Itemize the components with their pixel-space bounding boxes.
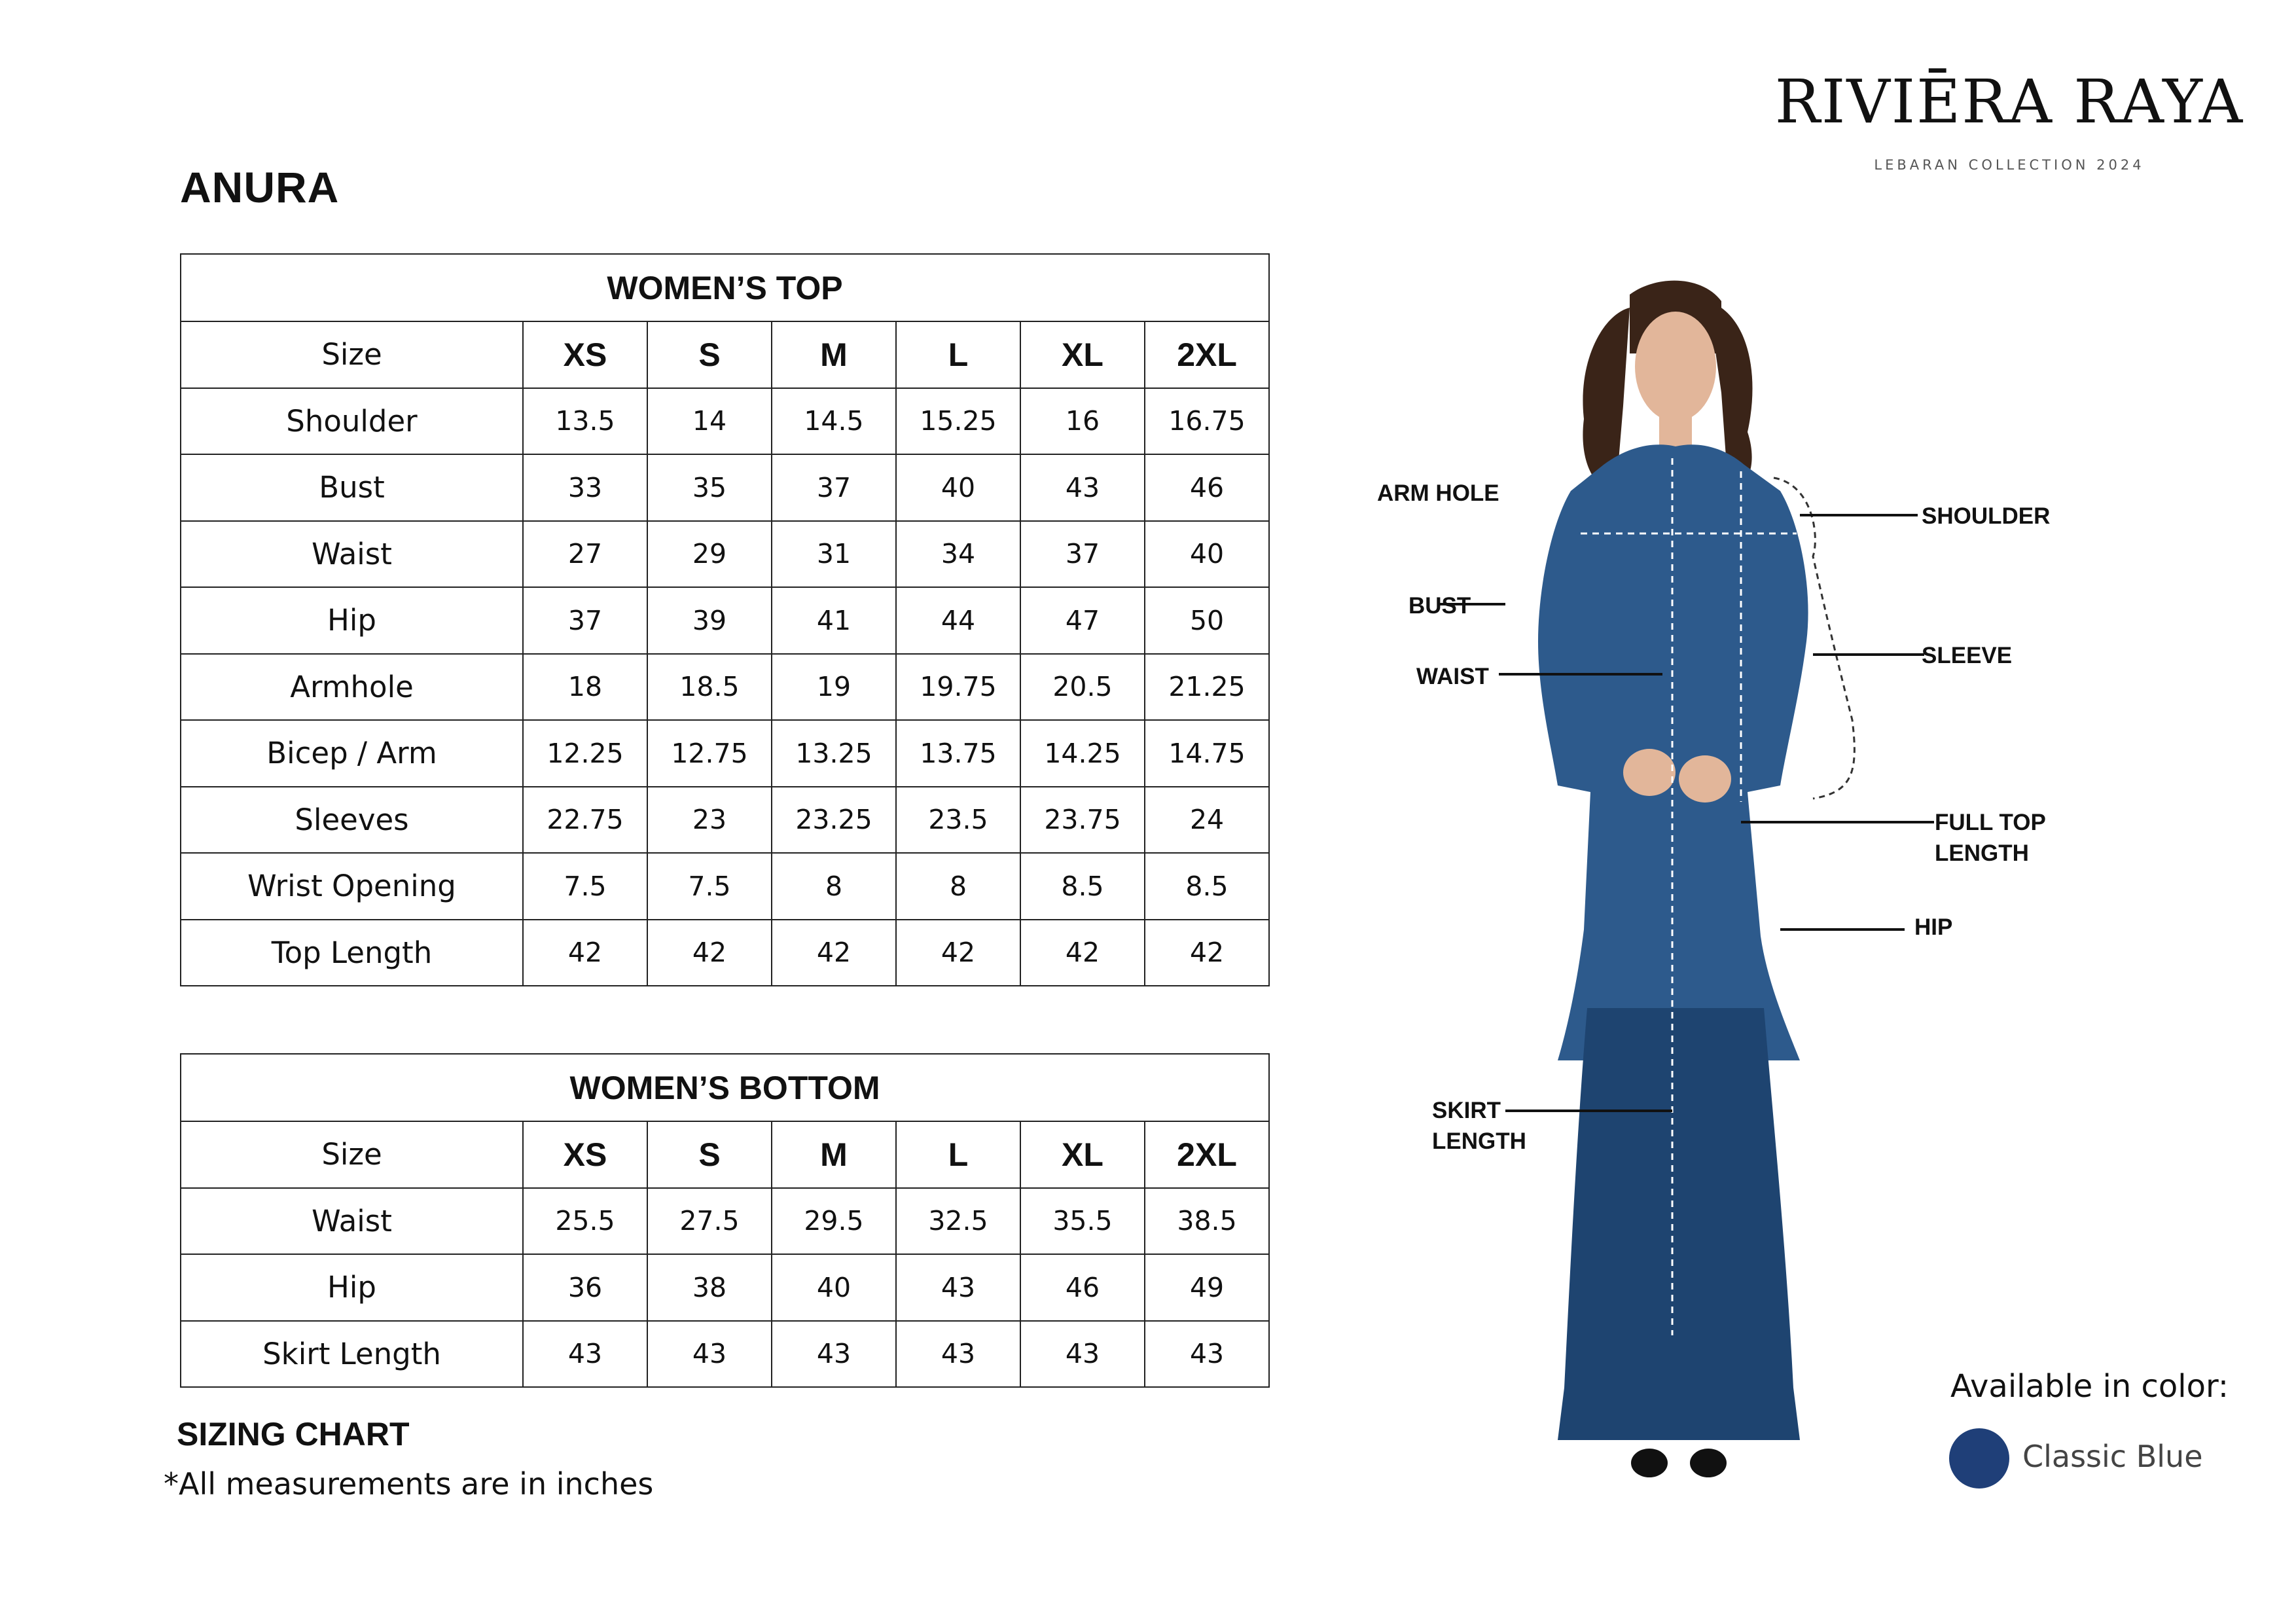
measurement-value: 38.5 <box>1145 1188 1269 1255</box>
measurement-value: 8 <box>896 853 1020 920</box>
measurement-value: 47 <box>1020 587 1145 654</box>
size-header-cell: 2XL <box>1145 321 1269 388</box>
size-header-cell: M <box>772 1121 896 1188</box>
skirt-length-line1: SKIRT <box>1432 1098 1501 1123</box>
hand-shape <box>1623 749 1676 796</box>
full-top-line2: LENGTH <box>1935 840 2029 867</box>
measurement-value: 13.5 <box>523 388 647 455</box>
womens-bottom-table <box>180 1053 1270 1388</box>
measurement-value: 37 <box>523 587 647 654</box>
measurement-value: 43 <box>1145 1321 1269 1388</box>
table-row <box>181 454 1269 521</box>
measurement-value: 49 <box>1145 1254 1269 1321</box>
size-header-cell: XL <box>1020 1121 1145 1188</box>
table-title: WOMEN’S TOP <box>181 254 1269 321</box>
size-header-cell: XS <box>523 1121 647 1188</box>
measurement-value: 40 <box>896 454 1020 521</box>
measurement-label: Top Length <box>181 920 523 986</box>
measurement-value: 43 <box>1020 454 1145 521</box>
size-header-row <box>181 321 1269 388</box>
womens-top-table <box>180 253 1270 986</box>
color-swatch-classic-blue[interactable] <box>1949 1428 2009 1489</box>
arm-hole-label: ARM HOLE <box>1377 480 1499 506</box>
measurement-label: Hip <box>181 1254 523 1321</box>
measurement-label: Shoulder <box>181 388 523 455</box>
measurement-label: Wrist Opening <box>181 853 523 920</box>
measurement-value: 27.5 <box>647 1188 772 1255</box>
measurement-value: 14.75 <box>1145 720 1269 787</box>
measurement-value: 14.25 <box>1020 720 1145 787</box>
measurement-label: Waist <box>181 1188 523 1255</box>
size-label: Size <box>181 321 523 388</box>
hand-shape <box>1679 755 1731 803</box>
measurement-value: 16.75 <box>1145 388 1269 455</box>
measurement-label: Armhole <box>181 654 523 721</box>
measurement-label: Bust <box>181 454 523 521</box>
measurement-value: 46 <box>1145 454 1269 521</box>
measurement-value: 23.5 <box>896 787 1020 854</box>
table-row <box>181 920 1269 986</box>
collection-name: LEBARAN COLLECTION 2024 <box>1874 157 2145 173</box>
measurement-value: 43 <box>896 1254 1020 1321</box>
measurement-value: 19 <box>772 654 896 721</box>
measurement-value: 40 <box>772 1254 896 1321</box>
measurement-value: 39 <box>647 587 772 654</box>
skirt-length-label <box>1432 1095 1526 1157</box>
size-header-cell: M <box>772 321 896 388</box>
size-header-row <box>181 1121 1269 1188</box>
table-row <box>181 587 1269 654</box>
measurement-value: 44 <box>896 587 1020 654</box>
table-row <box>181 853 1269 920</box>
measurement-value: 24 <box>1145 787 1269 854</box>
measurement-value: 25.5 <box>523 1188 647 1255</box>
measurement-value: 41 <box>772 587 896 654</box>
measurement-value: 13.75 <box>896 720 1020 787</box>
measurement-label: Skirt Length <box>181 1321 523 1388</box>
measurement-value: 16 <box>1020 388 1145 455</box>
model-figure <box>1342 275 2127 1519</box>
measurement-label: Sleeves <box>181 787 523 854</box>
table-row <box>181 1188 1269 1255</box>
brand-logo <box>1767 67 2251 173</box>
measurement-value: 37 <box>1020 521 1145 588</box>
measurement-value: 43 <box>523 1321 647 1388</box>
shoe-shape <box>1631 1449 1668 1477</box>
product-title: ANURA <box>180 163 340 211</box>
measurement-value: 40 <box>1145 521 1269 588</box>
measurement-value: 18.5 <box>647 654 772 721</box>
measurement-value: 31 <box>772 521 896 588</box>
available-colors-heading: Available in color: <box>1950 1368 2229 1405</box>
measurement-value: 46 <box>1020 1254 1145 1321</box>
table-row <box>181 654 1269 721</box>
table-row <box>181 1321 1269 1388</box>
hip-label: HIP <box>1914 914 1953 940</box>
measurement-value: 43 <box>772 1321 896 1388</box>
measurement-value: 42 <box>523 920 647 986</box>
measurement-value: 8.5 <box>1145 853 1269 920</box>
dress-illustration <box>1342 275 2127 1519</box>
full-top-length-label <box>1935 807 2046 869</box>
measurement-value: 13.25 <box>772 720 896 787</box>
shoe-shape <box>1690 1449 1727 1477</box>
sleeve-label: SLEEVE <box>1922 643 2013 668</box>
measurement-value: 23.75 <box>1020 787 1145 854</box>
table-title: WOMEN’S BOTTOM <box>181 1054 1269 1121</box>
measurement-value: 21.25 <box>1145 654 1269 721</box>
neck-shape <box>1659 412 1692 448</box>
measurement-value: 33 <box>523 454 647 521</box>
measurement-value: 7.5 <box>647 853 772 920</box>
measurement-value: 37 <box>772 454 896 521</box>
size-label: Size <box>181 1121 523 1188</box>
brand-name: RIVIĒRA RAYA <box>1774 67 2244 137</box>
size-header-cell: 2XL <box>1145 1121 1269 1188</box>
sizing-chart-label: SIZING CHART <box>177 1416 410 1453</box>
size-header-cell: XS <box>523 321 647 388</box>
measurement-value: 42 <box>1020 920 1145 986</box>
measurement-value: 23 <box>647 787 772 854</box>
measurement-value: 42 <box>896 920 1020 986</box>
measurement-value: 12.25 <box>523 720 647 787</box>
measurement-label: Waist <box>181 521 523 588</box>
size-header-cell: XL <box>1020 321 1145 388</box>
size-header-cell: L <box>896 321 1020 388</box>
measurement-value: 43 <box>896 1321 1020 1388</box>
measurement-value: 38 <box>647 1254 772 1321</box>
shoulder-label: SHOULDER <box>1922 503 2051 529</box>
measurement-note: *All measurements are in inches <box>164 1466 654 1502</box>
measurement-value: 36 <box>523 1254 647 1321</box>
color-name: Classic Blue <box>2022 1439 2203 1474</box>
measurement-value: 35.5 <box>1020 1188 1145 1255</box>
measurement-label: Hip <box>181 587 523 654</box>
size-header-cell: S <box>647 321 772 388</box>
measurement-value: 18 <box>523 654 647 721</box>
measurement-value: 32.5 <box>896 1188 1020 1255</box>
table-row <box>181 388 1269 455</box>
measurement-value: 42 <box>772 920 896 986</box>
measurement-value: 43 <box>647 1321 772 1388</box>
measurement-value: 23.25 <box>772 787 896 854</box>
table-row <box>181 1254 1269 1321</box>
waist-label: WAIST <box>1416 664 1489 689</box>
table-row <box>181 720 1269 787</box>
bust-label: BUST <box>1408 593 1471 619</box>
measurement-value: 14.5 <box>772 388 896 455</box>
measurement-value: 14 <box>647 388 772 455</box>
size-header-cell: S <box>647 1121 772 1188</box>
measurement-value: 12.75 <box>647 720 772 787</box>
measurement-value: 42 <box>647 920 772 986</box>
measurement-value: 42 <box>1145 920 1269 986</box>
measurement-value: 19.75 <box>896 654 1020 721</box>
measurement-label: Bicep / Arm <box>181 720 523 787</box>
size-header-cell: L <box>896 1121 1020 1188</box>
face-shape <box>1635 312 1716 422</box>
measurement-value: 20.5 <box>1020 654 1145 721</box>
measurement-value: 22.75 <box>523 787 647 854</box>
skirt-shape <box>1558 1008 1800 1440</box>
measurement-value: 43 <box>1020 1321 1145 1388</box>
table-row <box>181 521 1269 588</box>
measurement-value: 35 <box>647 454 772 521</box>
measurement-value: 50 <box>1145 587 1269 654</box>
measurement-value: 15.25 <box>896 388 1020 455</box>
measurement-value: 29 <box>647 521 772 588</box>
measurement-value: 8.5 <box>1020 853 1145 920</box>
measurement-value: 8 <box>772 853 896 920</box>
measurement-value: 29.5 <box>772 1188 896 1255</box>
table-row <box>181 787 1269 854</box>
measurement-value: 27 <box>523 521 647 588</box>
full-top-line1: FULL TOP <box>1935 810 2046 835</box>
measurement-value: 34 <box>896 521 1020 588</box>
measurement-value: 7.5 <box>523 853 647 920</box>
skirt-length-line2: LENGTH <box>1432 1128 1526 1155</box>
